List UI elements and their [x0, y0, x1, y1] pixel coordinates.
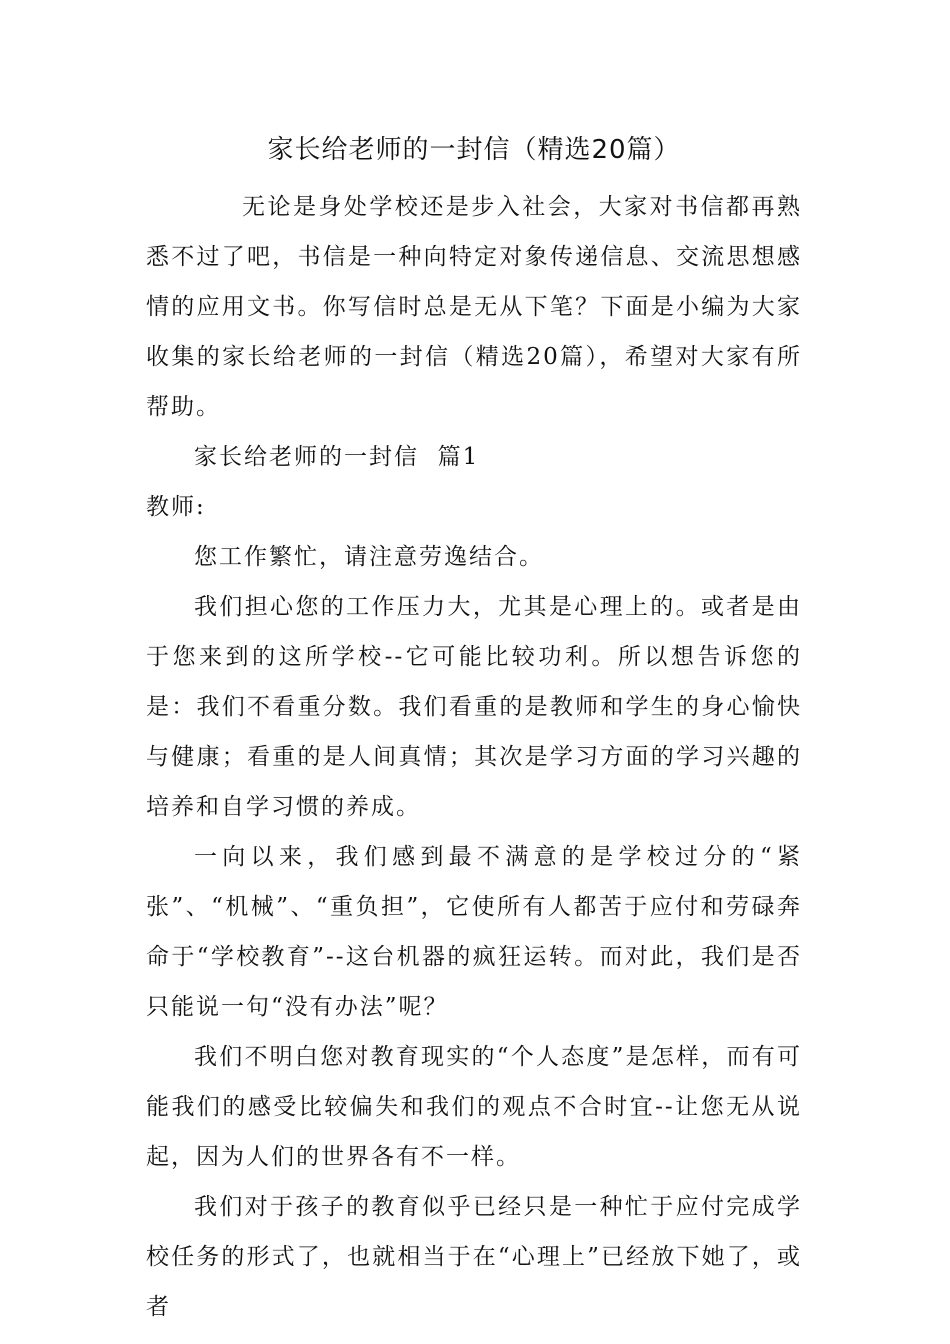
intro-paragraph: 无论是身处学校还是步入社会，大家对书信都再熟悉不过了吧，书信是一种向特定对象传递信息、交流思想感情的应用文书。你写信时总是无从下笔？下面是小编为大家收集的家长给老师的一封信（精选20篇），希望对大家有所帮助。	[146, 194, 802, 420]
body-paragraph: 我们对于孩子的教育似乎已经只是一种忙于应付完成学校任务的形式了，也就相当于在“心理上”已经放下她了，或者	[146, 1194, 802, 1320]
body-paragraph: 我们不明白您对教育现实的“个人态度”是怎样，而有可能我们的感受比较偏失和我们的观点不合时宜--让您无从说起，因为人们的世界各有不一样。	[146, 1044, 802, 1170]
section-heading: 家长给老师的一封信 篇1	[194, 444, 480, 470]
document-title: 家长给老师的一封信（精选20篇）	[267, 135, 681, 165]
body-paragraph: 您工作繁忙，请注意劳逸结合。	[194, 544, 544, 570]
salutation: 教师:	[146, 494, 206, 520]
document-page	[146, 130, 802, 1332]
body-paragraph: 我们担心您的工作压力大，尤其是心理上的。或者是由于您来到的这所学校--它可能比较功利。所以想告诉您的是：我们不看重分数。我们看重的是教师和学生的身心愉快与健康；看重的是人间真情；其次是学习方面的学习兴趣的培养和自学习惯的养成。	[146, 594, 802, 820]
body-paragraph: 一向以来，我们感到最不满意的是学校过分的“紧张”、“机械”、“重负担”，它使所有人都苦于应付和劳碌奔命于“学校教育”--这台机器的疯狂运转。而对此，我们是否只能说一句“没有办法”呢？	[146, 844, 802, 1020]
